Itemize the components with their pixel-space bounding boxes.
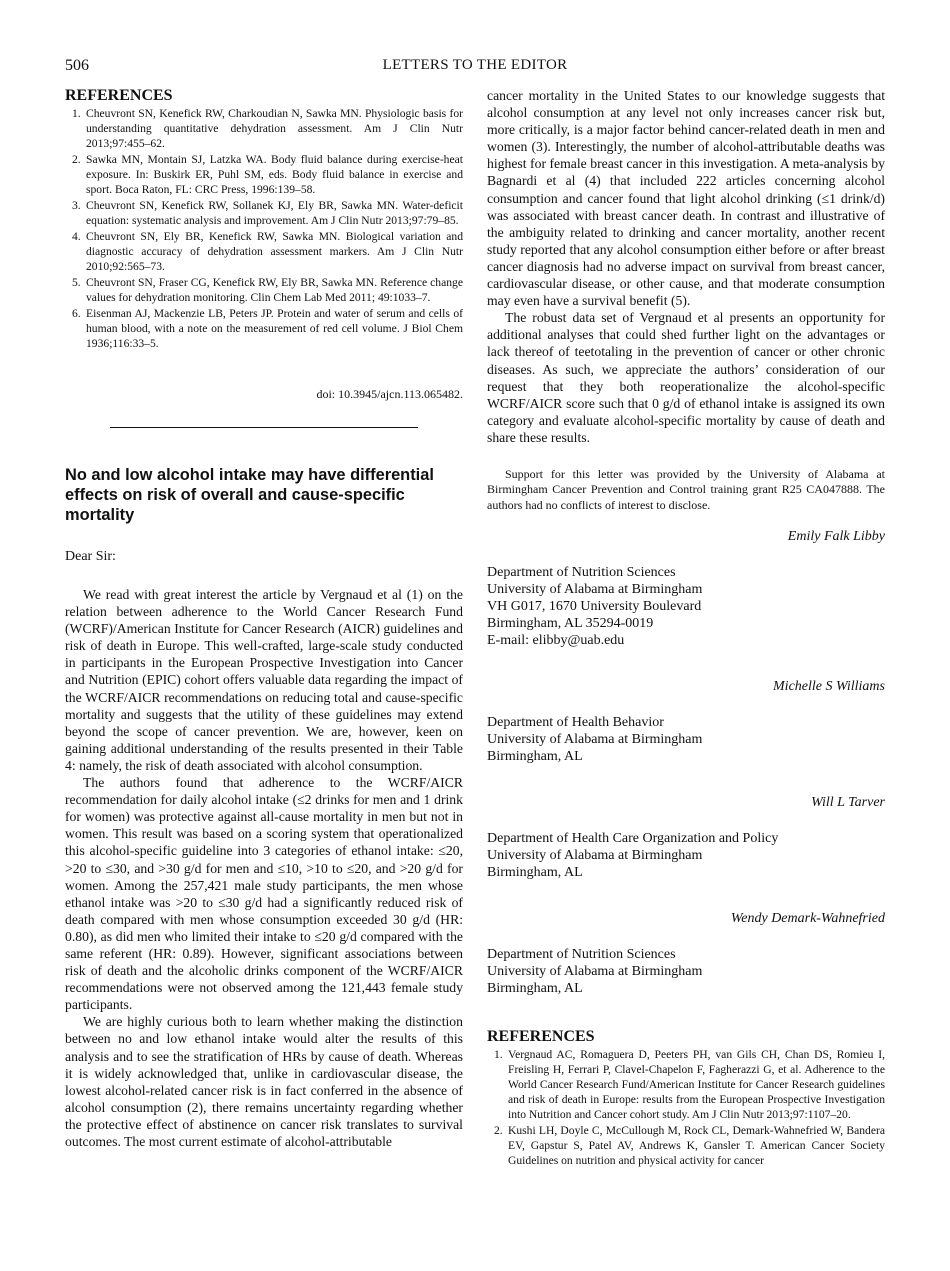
reference-item <box>487 1123 885 1168</box>
funding-statement: Support for this letter was provided by the University of Alabama at Birmingham Cancer Prevention and Control training grant R25 CA047888. The authors had no conflicts of interest to disclose. <box>487 466 885 512</box>
reference-text: Sawka MN, Montain SJ, Latzka WA. Body fluid balance during exercise-heat exposure. In: Buskirk ER, Puhl SM, eds. Body fluid balance in exercise and sport. Boca Raton, FL: CRC Press, 1996:139–58. <box>86 153 463 196</box>
body-paragraph: The robust data set of Vergnaud et al presents an opportunity for additional analyses that could shed further light on the advantages or lack thereof of teetotaling in the prevention of cancer or other chronic diseases. As such, we appreciate the authors’ consideration of our request that they both reoperationalize the alcohol-specific WCRF/AICR score such that 0 g/d of ethanol intake is assigned its own category and evaluate alcohol-specific mortality by cause of death and share these results. <box>487 310 885 445</box>
reference-text: Cheuvront SN, Ely BR, Kenefick RW, Sawka MN. Biological variation and diagnostic accuracy of dehydration assessment markers. Am J Clin Nutr 2010;92:565–73. <box>86 230 463 273</box>
reference-number: 5. <box>72 276 81 289</box>
address-line: University of Alabama at Birmingham <box>487 964 703 980</box>
author-affiliation <box>487 564 885 649</box>
author-name: Emily Falk Libby <box>787 529 885 545</box>
address-line: Birmingham, AL <box>487 749 583 765</box>
address-line: University of Alabama at Birmingham <box>487 732 703 748</box>
reference-number: 2. <box>72 153 81 166</box>
address-line: Department of Nutrition Sciences <box>487 947 676 963</box>
body-paragraph: We are highly curious both to learn whether making the distinction between no and low ethanol intake would alter the results of this analysis and to see the stratification of HRs by cause of death. Whereas it is widely acknowledged that, unlike in cardiovascular disease, the lowest alcohol-related cancer risk is in fact conferred in the absence of alcohol consumption (2), there remains uncertainty regarding whether the protective effect of abstinence on cancer risk translates to survival outcomes. The most current estimate of alcohol-attributable <box>65 1014 463 1149</box>
references-list <box>487 1047 885 1168</box>
reference-number: 3. <box>72 199 81 212</box>
reference-number: 6. <box>72 307 81 320</box>
address-line: Department of Health Behavior <box>487 715 664 731</box>
reference-item <box>65 306 463 351</box>
author-email: E-mail: elibby@uab.edu <box>487 633 625 649</box>
salutation: Dear Sir: <box>65 549 116 564</box>
section-divider <box>110 427 418 428</box>
address-line: University of Alabama at Birmingham <box>487 582 703 598</box>
reference-item <box>487 1047 885 1122</box>
author-name: Michelle S Williams <box>773 679 885 695</box>
references-heading: REFERENCES <box>65 87 173 104</box>
reference-item <box>65 275 463 305</box>
references-list <box>65 106 463 351</box>
reference-item <box>65 106 463 151</box>
reference-text: Kushi LH, Doyle C, McCullough M, Rock CL, Demark-Wahnefried W, Bandera EV, Gapstur S, Patel AV, Andrews K, Gansler T. American Cancer Society Guidelines on nutrition and physical activity for cancer <box>508 1124 885 1168</box>
reference-item <box>65 229 463 274</box>
left-column <box>65 87 463 1150</box>
address-line: VH G017, 1670 University Boulevard <box>487 599 702 615</box>
reference-number: 2. <box>494 1124 503 1138</box>
author-name: Wendy Demark-Wahnefried <box>730 911 885 927</box>
doi: doi: 10.3945/ajcn.113.065482. <box>316 387 463 401</box>
reference-text: Eisenman AJ, Mackenzie LB, Peters JP. Protein and water of serum and cells of human blood, with a note on the measurement of red cell volume. J Biol Chem 1936;116:33–5. <box>86 307 463 350</box>
address-line: Birmingham, AL <box>487 981 583 997</box>
body-paragraph: We read with great interest the article by Vergnaud et al (1) on the relation between adherence to the World Cancer Research Fund (WCRF)/American Institute for Cancer Research (AICR) guidelines and risk of death in Europe. This well-crafted, large-scale study conducted in participants in the European Prospective Investigation into Cancer and Nutrition (EPIC) cohort offers valuable data regarding the impact of the WCRF/AICR recommendations on reducing total and cause-specific mortality and suggests that the utility of these guidelines may extend beyond the scope of cancer prevention. We are, however, keen on gaining additional understanding of the results presented in their Table 4: namely, the risk of death associated with alcohol consumption. <box>65 587 463 773</box>
reference-number: 4. <box>72 230 81 243</box>
reference-number: 1. <box>72 107 81 120</box>
address-line: Birmingham, AL 35294-0019 <box>487 616 654 632</box>
references-heading: REFERENCES <box>487 1028 595 1046</box>
reference-text: Cheuvront SN, Kenefick RW, Sollanek KJ, Ely BR, Sawka MN. Water-deficit equation: systematic analysis and improvement. Am J Clin Nutr 2013;97:79–85. <box>86 199 463 227</box>
reference-number: 1. <box>494 1048 503 1062</box>
address-line: Birmingham, AL <box>487 865 583 881</box>
author-affiliation <box>487 830 885 881</box>
reference-item <box>65 198 463 228</box>
right-column <box>487 87 885 1169</box>
reference-item <box>65 152 463 197</box>
address-line: Department of Health Care Organization and Policy <box>487 831 779 847</box>
page-number: 506 <box>65 57 89 74</box>
body-paragraph: The authors found that adherence to the WCRF/AICR recommendation for daily alcohol intake (≤2 drinks for men and 1 drink for women) was protective against all-cause mortality in men but not in women. This result was based on a scoring system that operationalized this alcohol-specific guideline into 3 categories of ethanol intake: ≤20, >20 to ≤30, and >30 g/d for men and ≤10, >10 to ≤20, and >20 g/d for women. Among the 257,421 male study participants, the men whose ethanol intake was >20 to ≤30 g/d had a significantly reduced risk of death compared with men whose consumption exceeded 30 g/d (HR: 0.80), as did men who limited their intake to ≤20 g/d compared with the same referent (HR: 0.89). However, significant associations between risk of death and the alcoholic drinks component of the WCRF/AICR recommendations were not observed among the 121,443 female study participants. <box>65 775 463 1013</box>
running-title: LETTERS TO THE EDITOR <box>382 57 568 73</box>
body-paragraph: cancer mortality in the United States to our knowledge suggests that alcohol consumption at any level not only increases cancer risk but, more critically, is a major factor behind cancer-related death in men and women (3). Interestingly, the number of alcohol-attributable deaths was highest for female breast cancer in this investigation. A meta-analysis by Bagnardi et al (4) that included 222 articles concerning alcohol consumption and cancer found that light alcohol drinking (≤1 drink/d) was associated with breast cancer death. In contrast and illustrative of the ambiguity related to drinking and cancer mortality, another recent study reported that any alcohol consumption either before or after breast cancer diagnosis had no adverse impact on survival from breast cancer, cardiovascular disease, or other cause, and that moderate consumption may even have a survival benefit (5). <box>487 88 885 309</box>
address-line: University of Alabama at Birmingham <box>487 848 703 864</box>
address-line: Department of Nutrition Sciences <box>487 565 676 581</box>
reference-text: Cheuvront SN, Fraser CG, Kenefick RW, Ely BR, Sawka MN. Reference change values for dehydration monitoring. Clin Chem Lab Med 2011; 49:1033–7. <box>86 276 463 304</box>
author-name: Will L Tarver <box>811 795 885 811</box>
letter-title: No and low alcohol intake may have differential effects on risk of overall and cause-specific mortality <box>65 466 434 524</box>
author-affiliation <box>487 714 885 765</box>
author-affiliation <box>487 946 885 997</box>
reference-text: Vergnaud AC, Romaguera D, Peeters PH, van Gils CH, Chan DS, Romieu I, Freisling H, Ferrari P, Clavel-Chapelon F, Fagherazzi G, et al. Adherence to the World Cancer Research Fund/American Institute for Cancer Research guidelines and risk of death in Europe: results from the European Prospective Investigation into Nutrition and Cancer cohort study. Am J Clin Nutr 2013;97:1107–20. <box>508 1048 885 1122</box>
reference-text: Cheuvront SN, Kenefick RW, Charkoudian N, Sawka MN. Physiologic basis for understanding quantitative dehydration assessment. Am J Clin Nutr 2013;97:455–62. <box>86 107 463 150</box>
